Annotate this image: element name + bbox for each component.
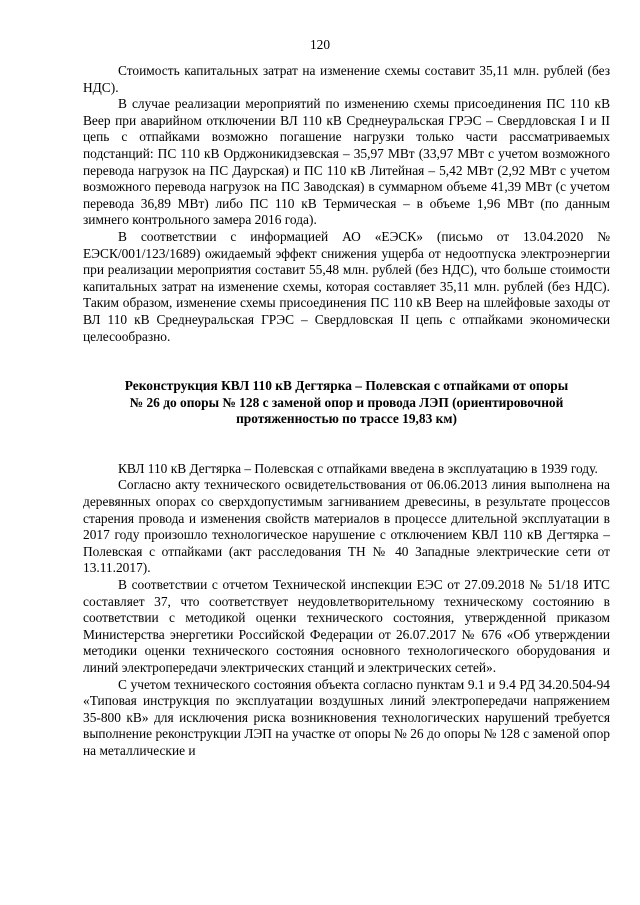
section-heading-line-3: протяженностью по трассе 19,83 км) bbox=[236, 411, 457, 427]
paragraph-technical-state-index: В соответствии с отчетом Технической инспекции ЕЭС от 27.09.2018 № 51/18 ИТС составляет 37, что соответствует неудовлетворительному техническому состоянию в соответствии с методикой оценки технического состояния, утвержденной приказом Министерства энергетики Российской Федерации от 26.07.2017 № 676 «Об утверждении методики оценки технического состояния основного технологического оборудования и линий электропередачи электрических станций и электрических сетей». bbox=[83, 577, 610, 675]
paragraph-eesk-conclusion: В соответствии с информацией АО «ЕЭСК» (письмо от 13.04.2020 № ЕЭСК/001/123/1689) ожидаемый эффект снижения ущерба от недоотпуска электроэнергии при реализации мероприятия составит 55,48 млн. рублей (без НДС), что больше стоимости капитальных затрат на изменение схемы, которая составляет 35,11 млн. рублей (без НДС). Таким образом, изменение схемы присоединения ПС 110 кВ Веер на шлейфовые заходы от ВЛ 110 кВ Среднеуральская ГРЭС – Свердловская II цепь с отпайками экономически целесообразно. bbox=[83, 228, 610, 344]
paragraph-inspection-act: Согласно акту технического освидетельствования от 06.06.2013 линия выполнена на деревянных опорах со сверхдопустимым загниванием древесины, в результате процессов старения провода и изменения свойств материалов в процессе длительной эксплуатации в 2017 году произошло технологическое нарушение с отключением КВЛ 110 кВ Дегтярка – Полевская с отпайками (акт расследования ТН № 40 Западные электрические сети от 13.11.2017). bbox=[83, 477, 610, 576]
paragraph-capex: Стоимость капитальных затрат на изменение схемы составит 35,11 млн. рублей (без НДС). bbox=[83, 63, 610, 95]
paragraph-commissioning: КВЛ 110 кВ Дегтярка – Полевская с отпайками введена в эксплуатацию в 1939 году. bbox=[118, 460, 598, 476]
section-heading-line-2: № 26 до опоры № 128 с заменой опор и провода ЛЭП (ориентировочной bbox=[129, 394, 564, 410]
paragraph-load-shedding: В случае реализации мероприятий по изменению схемы присоединения ПС 110 кВ Веер при аварийном отключении ВЛ 110 кВ Среднеуральская ГРЭС – Свердловская I и II цепь с отпайками возможно погашение нагрузки только части рассматриваемых подстанций: ПС 110 кВ Орджоникидзевская – 35,97 МВт (33,97 МВт с учетом возможного перевода нагрузок на ПС Даурская) и ПС 110 кВ Литейная – 5,42 МВт (2,92 МВт с учетом возможного перевода нагрузок на ПС Заводская) в суммарном объеме 41,39 МВт (с учетом перевода 36,89 МВт) либо ПС 110 кВ Термическая – в объеме 1,96 МВт (по данным зимнего контрольного замера 2016 года). bbox=[83, 96, 610, 228]
page-number: 120 bbox=[309, 37, 331, 52]
section-heading bbox=[83, 378, 610, 428]
document-body bbox=[83, 63, 610, 760]
paragraph-reconstruction-requirement: С учетом технического состояния объекта согласно пунктам 9.1 и 9.4 РД 34.20.504-94 «Типовая инструкция по эксплуатации воздушных линий электропередачи напряжением 35-800 кВ» для исключения риска возникновения технологических нарушений требуется выполнение реконструкции ЛЭП на участке от опоры № 26 до опоры № 128 с заменой опор на металлические и bbox=[83, 676, 610, 758]
section-heading-line-1: Реконструкция КВЛ 110 кВ Дегтярка – Полевская с отпайками от опоры bbox=[124, 378, 569, 394]
